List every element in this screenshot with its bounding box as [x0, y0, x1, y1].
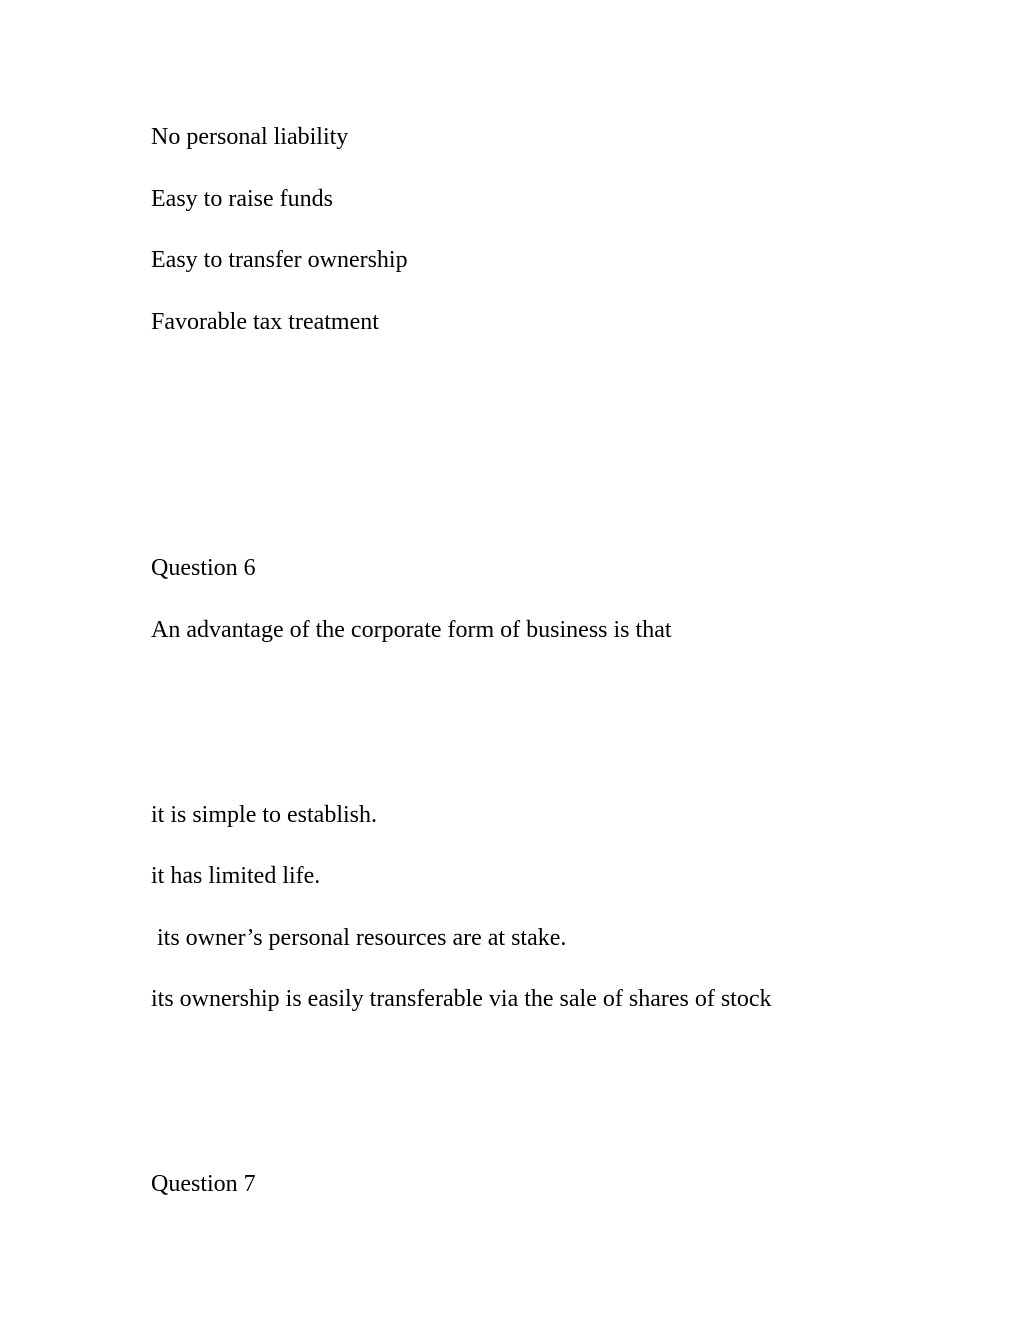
question-heading: Question 6 — [151, 555, 256, 581]
answer-option: Easy to transfer ownership — [151, 247, 408, 273]
answer-option: Favorable tax treatment — [151, 309, 379, 335]
answer-option: its ownership is easily transferable via the sale of shares of stock — [151, 986, 772, 1012]
answer-option: No personal liability — [151, 124, 349, 150]
answer-option: it has limited life. — [151, 863, 321, 889]
question-prompt: An advantage of the corporate form of business is that — [151, 617, 672, 643]
answer-option: its owner’s personal resources are at stake. — [151, 925, 567, 951]
answer-option: it is simple to establish. — [151, 802, 377, 828]
answer-option: Easy to raise funds — [151, 186, 333, 212]
question-heading: Question 7 — [151, 1171, 256, 1197]
